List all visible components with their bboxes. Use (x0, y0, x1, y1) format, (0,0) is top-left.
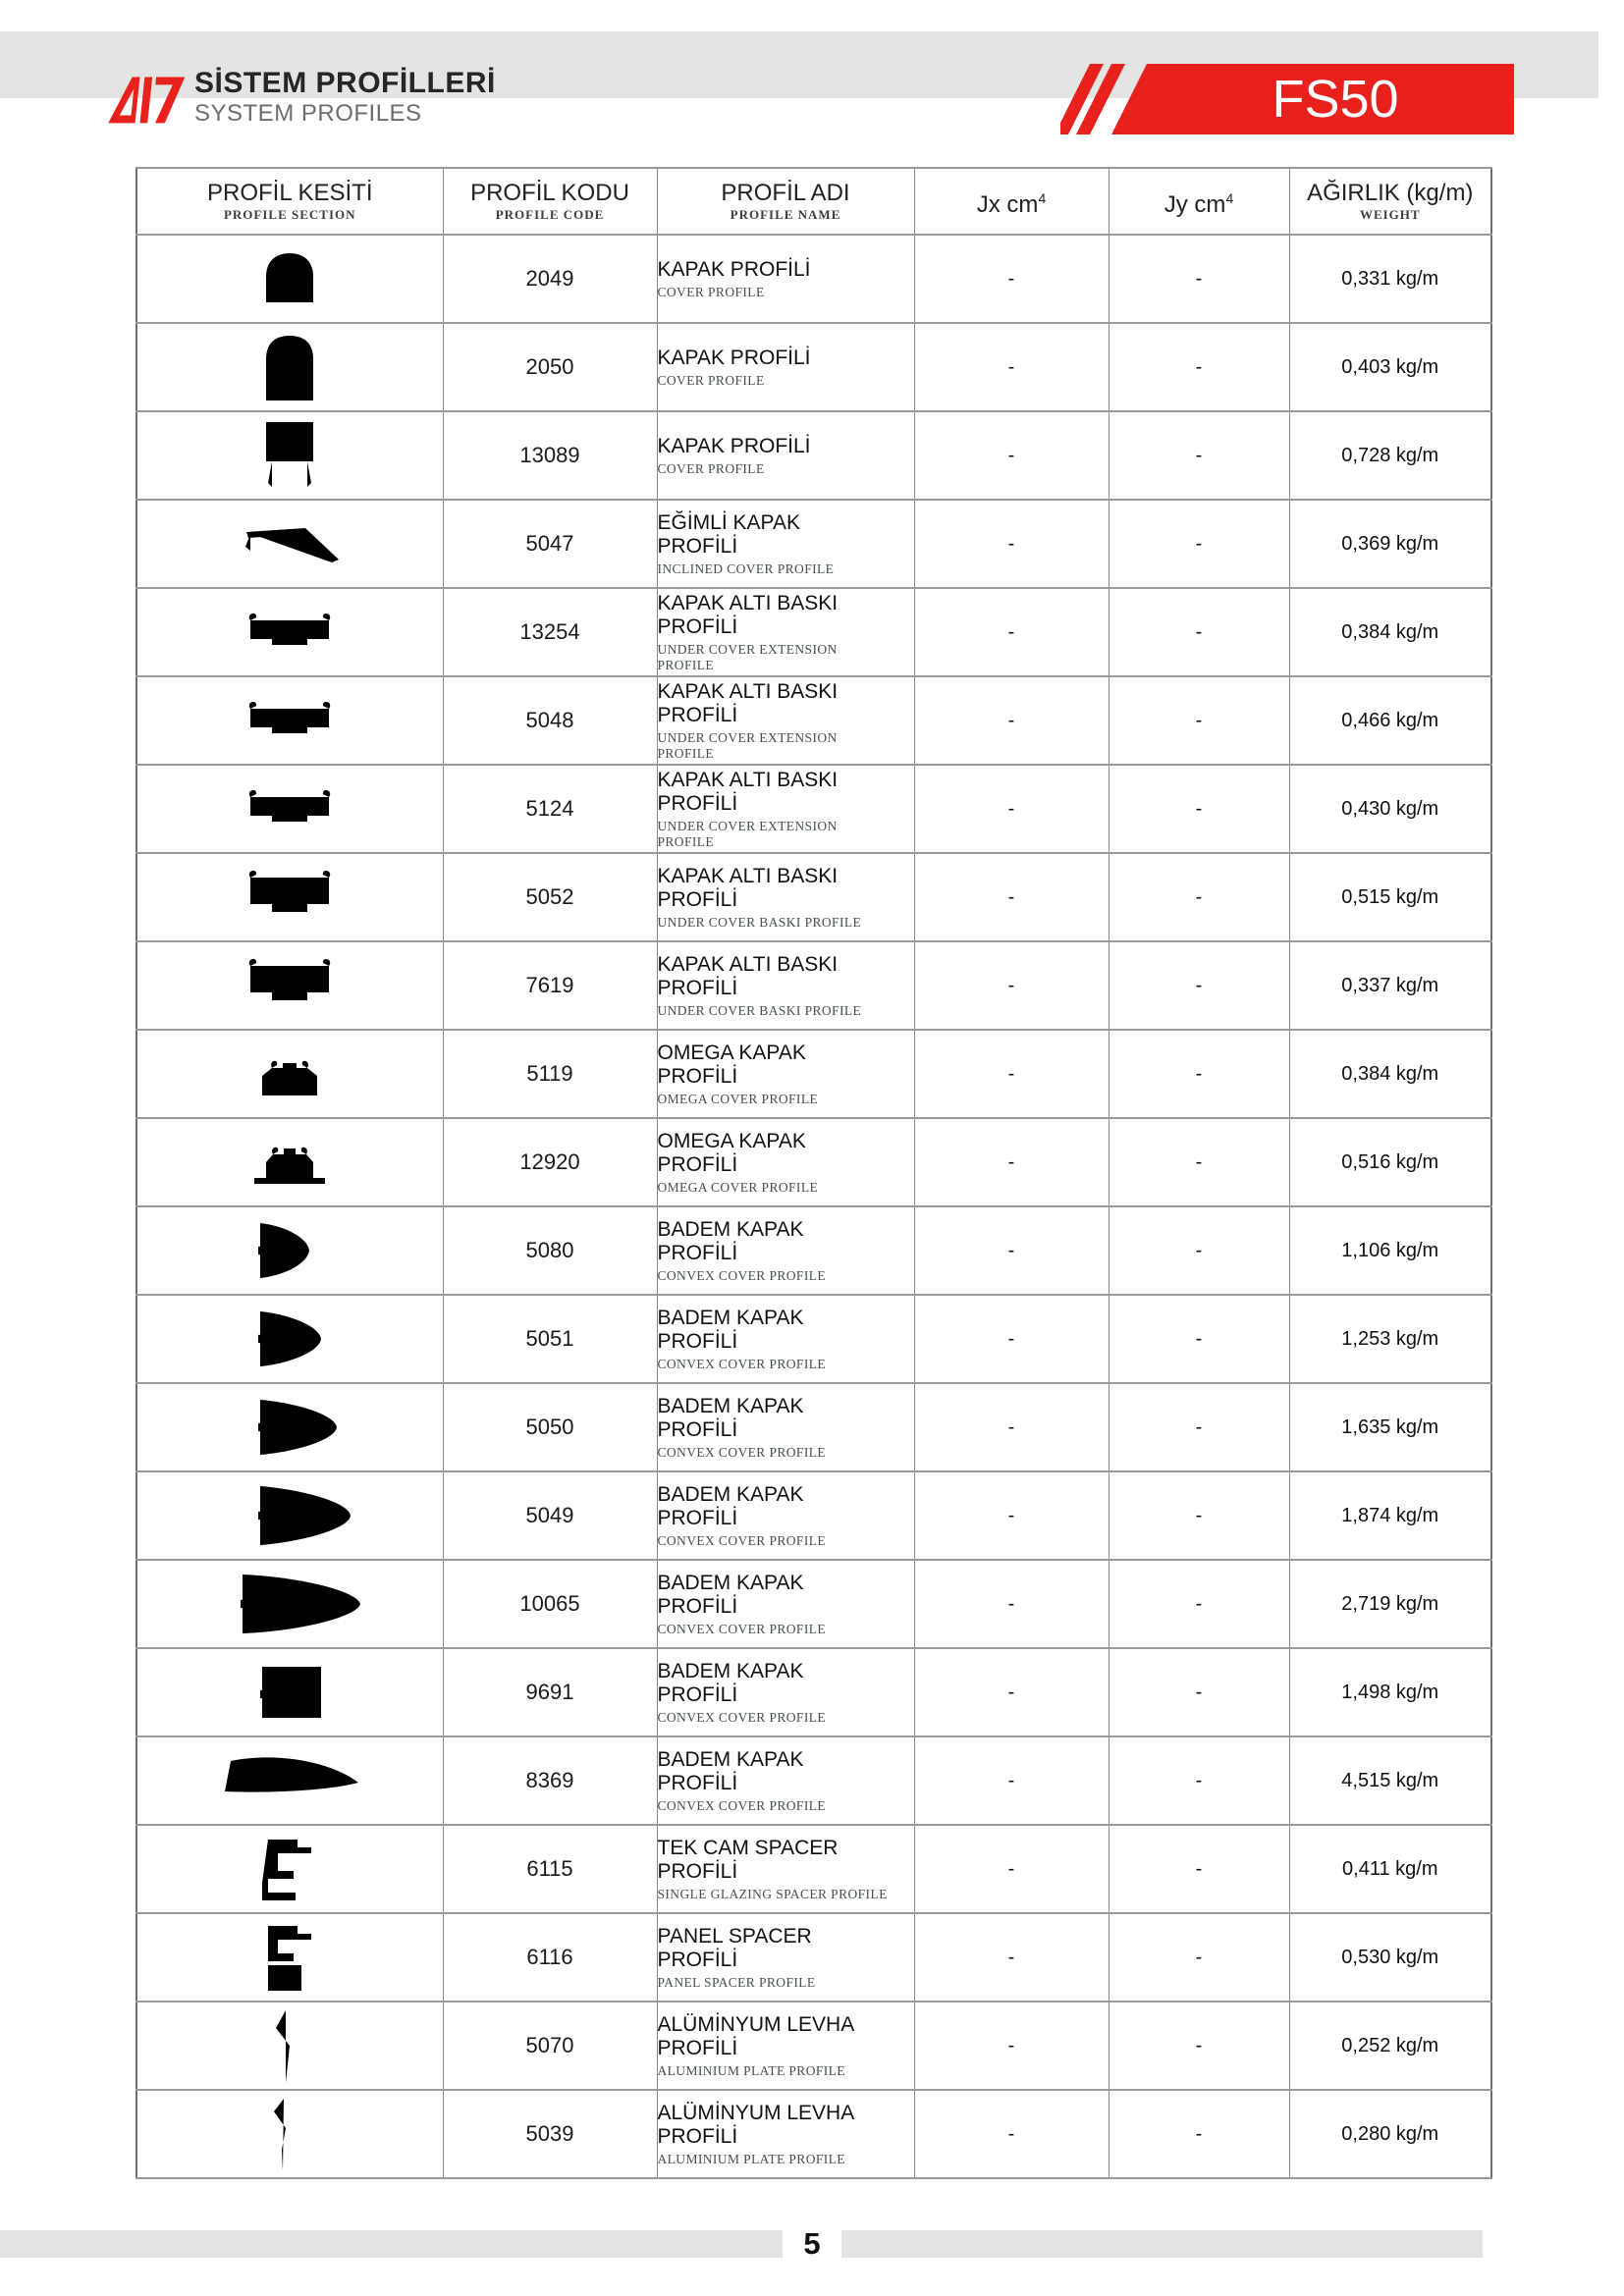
profile-name-cell (657, 765, 914, 853)
profile-name-en: COVER PROFILE (657, 372, 765, 388)
jy-value: - (1109, 1030, 1289, 1118)
profile-name-cell (657, 500, 914, 588)
table-row (136, 676, 1491, 765)
profile-code: 7619 (443, 941, 657, 1030)
profile-name-en: UNDER COVER EXTENSION PROFILE (657, 729, 838, 761)
profile-name-en: CONVEX COVER PROFILE (657, 1444, 827, 1460)
col-header-profile-section (136, 168, 443, 235)
table-row (136, 765, 1491, 853)
profile-code: 9691 (443, 1648, 657, 1736)
weight-value: 0,516 kg/m (1289, 1118, 1491, 1206)
jx-value: - (914, 1030, 1109, 1118)
profile-drawing-icon (211, 1123, 368, 1201)
profile-name-en: INCLINED COVER PROFILE (657, 561, 835, 576)
jx-value: - (914, 1560, 1109, 1648)
table-row (136, 500, 1491, 588)
table-row (136, 411, 1491, 500)
profile-name-en: CONVEX COVER PROFILE (657, 1356, 827, 1371)
jx-value: - (914, 500, 1109, 588)
weight-value: 0,280 kg/m (1289, 2090, 1491, 2178)
profile-drawing-icon (211, 858, 368, 936)
weight-value: 0,384 kg/m (1289, 1030, 1491, 1118)
jx-value: - (914, 765, 1109, 853)
weight-value: 0,331 kg/m (1289, 235, 1491, 323)
table-row (136, 1560, 1491, 1648)
profile-section-cell (136, 1383, 443, 1471)
table-row (136, 1383, 1491, 1471)
table-row (136, 1295, 1491, 1383)
page-title-block (194, 67, 496, 128)
profile-section-cell (136, 2002, 443, 2090)
profile-name-cell (657, 1913, 914, 2002)
profile-code: 5052 (443, 853, 657, 941)
jx-value: - (914, 1825, 1109, 1913)
jy-value: - (1109, 1206, 1289, 1295)
table-row (136, 2090, 1491, 2178)
profile-name-cell (657, 1383, 914, 1471)
profile-section-cell (136, 1030, 443, 1118)
profile-name-cell (657, 1206, 914, 1295)
jy-value: - (1109, 411, 1289, 500)
table-row (136, 1118, 1491, 1206)
header-band (0, 31, 1598, 129)
profile-name: KAPAK ALTI BASKI PROFİLİ (657, 679, 839, 726)
jx-value: - (914, 676, 1109, 765)
jx-value: - (914, 323, 1109, 411)
weight-value: 4,515 kg/m (1289, 1736, 1491, 1825)
profile-name-cell (657, 1471, 914, 1560)
jy-value: - (1109, 235, 1289, 323)
profile-name-en: UNDER COVER BASKI PROFILE (657, 1002, 862, 1018)
profile-drawing-icon (211, 505, 368, 583)
profiles-table (135, 167, 1492, 2179)
jx-value: - (914, 2002, 1109, 2090)
profile-name: OMEGA KAPAK PROFİLİ (657, 1041, 806, 1088)
profile-name: KAPAK PROFİLİ (657, 434, 811, 457)
profile-name-cell (657, 1648, 914, 1736)
series-code-badge: FS50 (1272, 70, 1399, 129)
col-label: PROFİL KODU (470, 179, 629, 206)
profile-name-en: CONVEX COVER PROFILE (657, 1267, 827, 1283)
jx-value: - (914, 1471, 1109, 1560)
weight-value: 0,252 kg/m (1289, 2002, 1491, 2090)
weight-value: 1,106 kg/m (1289, 1206, 1491, 1295)
profile-name-cell (657, 588, 914, 676)
jy-value: - (1109, 1736, 1289, 1825)
profile-name: BADEM KAPAK PROFİLİ (657, 1482, 804, 1529)
weight-value: 0,530 kg/m (1289, 1913, 1491, 2002)
profile-name-cell (657, 941, 914, 1030)
profile-section-cell (136, 1825, 443, 1913)
profile-section-cell (136, 500, 443, 588)
profile-code: 5070 (443, 2002, 657, 2090)
profile-drawing-icon (211, 1300, 368, 1378)
profile-section-cell (136, 1560, 443, 1648)
profile-section-cell (136, 1736, 443, 1825)
table-row (136, 853, 1491, 941)
jx-value: - (914, 1383, 1109, 1471)
profile-name-cell (657, 1560, 914, 1648)
jy-value: - (1109, 1825, 1289, 1913)
profile-section-cell (136, 588, 443, 676)
jy-value: - (1109, 588, 1289, 676)
profile-section-cell (136, 676, 443, 765)
profile-name-en: SINGLE GLAZING SPACER PROFILE (657, 1886, 888, 1901)
profile-name-en: COVER PROFILE (657, 284, 765, 299)
table-row (136, 1030, 1491, 1118)
jx-value: - (914, 1736, 1109, 1825)
table-row (136, 323, 1491, 411)
profile-code: 10065 (443, 1560, 657, 1648)
profile-section-cell (136, 411, 443, 500)
weight-value: 0,430 kg/m (1289, 765, 1491, 853)
profile-name-cell (657, 1030, 914, 1118)
profile-name: KAPAK PROFİLİ (657, 257, 811, 281)
profile-section-cell (136, 1118, 443, 1206)
profile-drawing-icon (211, 770, 368, 848)
profile-name-en: OMEGA COVER PROFILE (657, 1179, 819, 1195)
profile-name-en: UNDER COVER BASKI PROFILE (657, 914, 862, 930)
profile-drawing-icon (211, 240, 368, 318)
profile-code: 5047 (443, 500, 657, 588)
jy-value: - (1109, 1118, 1289, 1206)
jx-value: - (914, 1295, 1109, 1383)
profile-name-en: CONVEX COVER PROFILE (657, 1797, 827, 1813)
profile-section-cell (136, 1648, 443, 1736)
profile-code: 6115 (443, 1825, 657, 1913)
profile-drawing-icon (191, 1741, 388, 1820)
profile-code: 5049 (443, 1471, 657, 1560)
profile-section-cell (136, 1206, 443, 1295)
profile-name: KAPAK ALTI BASKI PROFİLİ (657, 768, 839, 815)
profile-name: ALÜMİNYUM LEVHA PROFİLİ (657, 2101, 854, 2148)
profile-name: BADEM KAPAK PROFİLİ (657, 1571, 804, 1618)
jx-value: - (914, 1118, 1109, 1206)
profile-name-en: UNDER COVER EXTENSION PROFILE (657, 641, 838, 672)
col-label: PROFİL ADI (721, 179, 850, 206)
profile-section-cell (136, 323, 443, 411)
profile-name-cell (657, 411, 914, 500)
profile-code: 5048 (443, 676, 657, 765)
profile-code: 5119 (443, 1030, 657, 1118)
profile-drawing-icon (211, 1918, 368, 1997)
profile-name: BADEM KAPAK PROFİLİ (657, 1394, 804, 1441)
jx-value: - (914, 235, 1109, 323)
profile-drawing-icon (211, 1653, 368, 1732)
table-row (136, 235, 1491, 323)
profile-name: BADEM KAPAK PROFİLİ (657, 1217, 804, 1264)
profile-drawing-icon (211, 1565, 368, 1643)
jx-value: - (914, 941, 1109, 1030)
profile-code: 6116 (443, 1913, 657, 2002)
profile-section-cell (136, 1913, 443, 2002)
weight-value: 0,728 kg/m (1289, 411, 1491, 500)
jy-value: - (1109, 1471, 1289, 1560)
jx-value: - (914, 1913, 1109, 2002)
jx-value: - (914, 853, 1109, 941)
profile-code: 5039 (443, 2090, 657, 2178)
profile-drawing-icon (211, 2006, 368, 2085)
col-sublabel: PROFILE SECTION (223, 206, 356, 222)
profile-drawing-icon (211, 681, 368, 760)
profile-name-cell (657, 1825, 914, 1913)
profile-code: 5124 (443, 765, 657, 853)
profile-section-cell (136, 235, 443, 323)
profile-drawing-icon (211, 416, 368, 495)
page-number-box (783, 2222, 841, 2266)
table-row (136, 2002, 1491, 2090)
jy-value: - (1109, 676, 1289, 765)
weight-value: 1,635 kg/m (1289, 1383, 1491, 1471)
profile-name: KAPAK ALTI BASKI PROFİLİ (657, 952, 839, 999)
col-sublabel: WEIGHT (1359, 206, 1421, 222)
profile-section-cell (136, 1295, 443, 1383)
profile-drawing-icon (211, 946, 368, 1025)
weight-value: 1,874 kg/m (1289, 1471, 1491, 1560)
table-row (136, 1736, 1491, 1825)
table-row (136, 941, 1491, 1030)
jy-value: - (1109, 853, 1289, 941)
jy-value: - (1109, 1295, 1289, 1383)
profile-code: 5050 (443, 1383, 657, 1471)
profile-section-cell (136, 941, 443, 1030)
jy-value: - (1109, 2002, 1289, 2090)
footer-band (0, 2230, 1483, 2258)
weight-value: 0,515 kg/m (1289, 853, 1491, 941)
profile-drawing-icon (211, 1830, 368, 1908)
col-label: Jx $cm^4$ (976, 189, 1047, 218)
profile-name-en: UNDER COVER EXTENSION PROFILE (657, 818, 838, 849)
profile-name: BADEM KAPAK PROFİLİ (657, 1306, 804, 1353)
table-row (136, 1825, 1491, 1913)
jx-value: - (914, 1206, 1109, 1295)
jx-value: - (914, 2090, 1109, 2178)
profile-section-cell (136, 853, 443, 941)
profile-name: PANEL SPACER PROFİLİ (657, 1924, 812, 1971)
profile-code: 8369 (443, 1736, 657, 1825)
weight-value: 0,466 kg/m (1289, 676, 1491, 765)
jx-value: - (914, 588, 1109, 676)
col-header-profile-code (443, 168, 657, 235)
col-header-weight (1289, 168, 1491, 235)
weight-value: 0,369 kg/m (1289, 500, 1491, 588)
table-row (136, 1913, 1491, 2002)
profile-section-cell (136, 2090, 443, 2178)
profile-code: 2049 (443, 235, 657, 323)
profile-name: TEK CAM SPACER PROFİLİ (657, 1836, 839, 1883)
col-header-jx (914, 168, 1109, 235)
weight-value: 0,411 kg/m (1289, 1825, 1491, 1913)
profile-section-cell (136, 765, 443, 853)
profile-name-cell (657, 1118, 914, 1206)
profile-name-cell (657, 1736, 914, 1825)
weight-value: 1,253 kg/m (1289, 1295, 1491, 1383)
table-row (136, 1206, 1491, 1295)
profile-name-cell (657, 853, 914, 941)
profile-name-cell (657, 2090, 914, 2178)
profile-name-en: CONVEX COVER PROFILE (657, 1532, 827, 1548)
profile-name: BADEM KAPAK PROFİLİ (657, 1659, 804, 1706)
profile-name-cell (657, 1295, 914, 1383)
profile-name-en: PANEL SPACER PROFILE (657, 1974, 816, 1990)
profile-name-cell (657, 676, 914, 765)
weight-value: 0,384 kg/m (1289, 588, 1491, 676)
page-title: SİSTEM PROFİLLERİ (194, 67, 496, 99)
jy-value: - (1109, 1383, 1289, 1471)
jy-value: - (1109, 500, 1289, 588)
weight-value: 2,719 kg/m (1289, 1560, 1491, 1648)
profile-name-cell (657, 323, 914, 411)
weight-value: 1,498 kg/m (1289, 1648, 1491, 1736)
profile-code: 2050 (443, 323, 657, 411)
table-row (136, 1648, 1491, 1736)
table-header-row (136, 168, 1491, 235)
profile-code: 5051 (443, 1295, 657, 1383)
profile-name: KAPAK ALTI BASKI PROFİLİ (657, 591, 839, 638)
profile-name-en: ALUMINIUM PLATE PROFILE (657, 2151, 845, 2166)
profile-code: 5080 (443, 1206, 657, 1295)
profile-code: 13254 (443, 588, 657, 676)
col-header-profile-name (657, 168, 914, 235)
page-subtitle: SYSTEM PROFILES (194, 100, 422, 127)
jy-value: - (1109, 1648, 1289, 1736)
profile-drawing-icon (211, 593, 368, 671)
jy-value: - (1109, 1560, 1289, 1648)
weight-value: 0,337 kg/m (1289, 941, 1491, 1030)
page-number: 5 (803, 2226, 821, 2261)
profile-name-en: OMEGA COVER PROFILE (657, 1091, 819, 1106)
table-row (136, 1471, 1491, 1560)
profile-drawing-icon (211, 2095, 368, 2173)
profile-drawing-icon (211, 1211, 368, 1290)
brand-logo-icon (105, 69, 188, 128)
profile-section-cell (136, 1471, 443, 1560)
jy-value: - (1109, 765, 1289, 853)
weight-value: 0,403 kg/m (1289, 323, 1491, 411)
profile-name: ALÜMİNYUM LEVHA PROFİLİ (657, 2012, 854, 2059)
profile-name-en: COVER PROFILE (657, 460, 765, 476)
profile-name: KAPAK PROFİLİ (657, 346, 811, 369)
jx-value: - (914, 1648, 1109, 1736)
col-sublabel: PROFILE NAME (730, 206, 841, 222)
profile-name: OMEGA KAPAK PROFİLİ (657, 1129, 806, 1176)
jy-value: - (1109, 1913, 1289, 2002)
col-label: PROFİL KESİTİ (207, 179, 373, 206)
profile-name-en: CONVEX COVER PROFILE (657, 1621, 827, 1636)
jx-value: - (914, 411, 1109, 500)
series-code-ribbon (1060, 64, 1514, 134)
profile-drawing-icon (211, 1476, 368, 1555)
profile-name-cell (657, 2002, 914, 2090)
profile-name: BADEM KAPAK PROFİLİ (657, 1747, 804, 1794)
profile-code: 12920 (443, 1118, 657, 1206)
profile-drawing-icon (211, 1035, 368, 1113)
profile-name-cell (657, 235, 914, 323)
profile-name-en: ALUMINIUM PLATE PROFILE (657, 2062, 845, 2078)
table-row (136, 588, 1491, 676)
col-header-jy (1109, 168, 1289, 235)
profile-name-en: CONVEX COVER PROFILE (657, 1709, 827, 1725)
profile-name: KAPAK ALTI BASKI PROFİLİ (657, 864, 839, 911)
col-label: Jy $cm^4$ (1164, 189, 1234, 218)
jy-value: - (1109, 2090, 1289, 2178)
jy-value: - (1109, 323, 1289, 411)
col-label: AĞIRLIK (kg/m) (1307, 179, 1474, 206)
profile-code: 13089 (443, 411, 657, 500)
col-sublabel: PROFILE CODE (495, 206, 605, 222)
jy-value: - (1109, 941, 1289, 1030)
profile-name: EĞİMLİ KAPAK PROFİLİ (657, 510, 800, 558)
profile-drawing-icon (211, 328, 368, 406)
profile-drawing-icon (211, 1388, 368, 1467)
